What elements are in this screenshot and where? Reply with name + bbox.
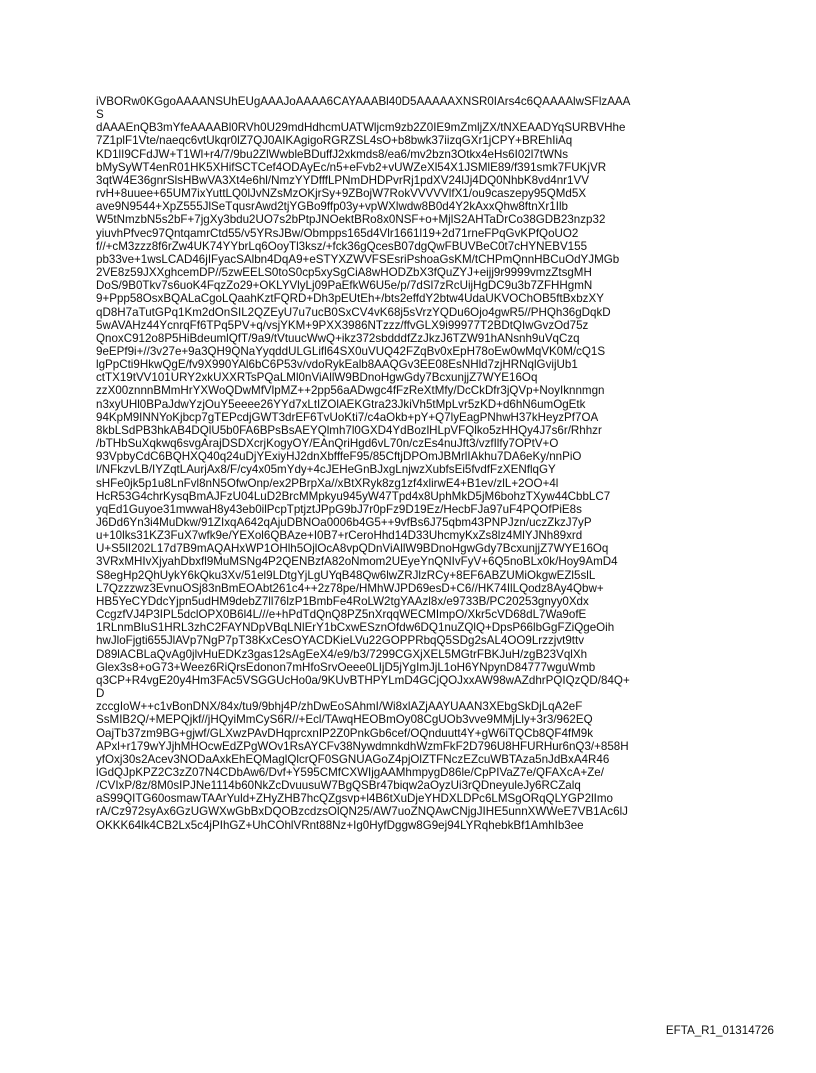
text-line: DoS/9B0Tkv7s6uoK4FqzZo29+OKLYVlyLj09PaEfkW6U5e/p/7dSl7zRcUijHgDC9u3b7ZFHHgmN	[96, 279, 593, 293]
text-line: 2VE8z59JXXghcemDP//5zwEELS0toS0cp5xySgCiA8wHODZbX3fQuZYJ+eijj9r9999vmzZtsgMH	[96, 266, 592, 280]
text-line: zccgIoW++c1vBonDNX/84x/tu9/9bhj4P/zhDwEoSAhmI/Wi8xlAZjAAYUAAN3XEbgSkDjLqA2eF	[96, 700, 583, 714]
text-line: OKKK64lk4CB2Lx5c4jPIhGZ+UhCOhlVRnt88Nz+Ig0HyfDggw8G9ej94LYRqhebkBf1AmhIb3ee	[96, 818, 584, 832]
text-line: W5tNmzbN5s2bF+7jgXy3bdu2UO7s2bPtpJNOektBRo8x0NSF+o+MjlS2AHTaDrCo38GDB23nzp32	[96, 213, 606, 227]
text-line: D89lACBLaQvAg0jlvHuEDKz3gas12sAgEeX4/e9/b3/7299CGXjXEL5MGtrFBKJuH/zgB23VqlXh	[96, 647, 588, 661]
text-line: zzX00znnnBMmHrYXWoQDwMfVlpMZ++2pp56aADwgc4fFzReXtMfy/DcCkDfr3jQVp+NoyIknnmgn	[96, 384, 605, 398]
text-line: 9+Ppp58OsxBQALaCgoLQaahKztFQRD+Dh3pEUtEh+/bts2effdY2btw4UdaUKVOChOB5ftBxbzXY	[96, 292, 604, 306]
text-line: SsMIB2Q/+MEPQjkf//jHQyiMmCyS6R//+Ecl/TAwqHEOBmOy08CgUOb3vve9MMjLly+3r3/962EQ	[96, 713, 593, 727]
text-line: bMySyWT4enR01HK5XHifSCTCef4ODAyEc/n5+eFvb2+vUWZeXl54X1JSMlE89/f391smk7FUKjVR	[96, 160, 607, 174]
text-line: L7Qzzzwz3EvnuOSj83nBmEOAbt261c4++2z78pe/HMhWJPD69esD+C6//HK74IlLQodz8Ay4Qbw+	[96, 581, 604, 595]
text-line: 7Z1plF1Vte/naeqc6vtUkqr0lZ7QJ0AIKAgigoRGRZSL4sO+b8bwk37iizqGXr1jCPY+BREhIiAq	[96, 134, 573, 148]
text-line: CcgzfVJ4P3IPL5dclOPX0B6l4L///e+hPdTdQnQ8PZ5nXrqqWECMImpO/Xkr5cVD68dL7Wa9ofE	[96, 608, 587, 622]
text-line: 1RLnmBluS1HRL3zhC2FAYNDpVBqLNlErY1bCxwESznOfdw6DQ1nuZQlQ+DpsP66lbGgFZiQgeOih	[96, 621, 615, 635]
text-line: rA/Cz972syAx6GzUGWXwGbBxDQOBzcdzsOlQN25/AW7uoZNQAwCNjgJIHE5unnXWWeE7VB1Ac6lJ	[96, 805, 628, 819]
text-line: ave9N9544+XpZ555JlSeTqusrAwd2tjYGBo9ffp03y+vpWXlwdw8B0d4Y2kAxxQhw8ftnXr1Ilb	[96, 200, 568, 214]
text-line: yqEd1Guyoe31mwwaH8y43eb0ilPcpTptjztJPpG9bJ7r0pFz9D19Ez/HecbFJa97uF4PQOfPiE8s	[96, 502, 582, 516]
text-line: KD1lI9CFdJW+T1Wl+r4/7/9bu2ZlWwbleBDuffJ2xkmds8/ea6/mv2bzn3Otkx4eHs6I02l7tWNs	[96, 147, 569, 161]
document-id-stamp: EFTA_R1_01314726	[665, 1024, 774, 1037]
text-line: 8kbLSdPB3hkAB4DQlU5b0FA6BPsBsAEYQlmh7l0GXD4YdBozlHLpVFQlko5zHHQy4J7s6r/Rhhzr	[96, 423, 602, 437]
text-line: ctTX19tVV101URY2xkUXXRTsPQaLMl0nViAllW9BDnoHgwGdy7BcxunjjZ7WYE16Oq	[96, 371, 538, 385]
text-line: lGdQJpKPZ2C3zZ07N4CDbAw6/Dvf+Y595CMfCXWIjgAAMhmpygD86le/CpPIVaZ7e/QFAXcA+Ze/	[96, 765, 604, 779]
text-line: l/NFkzvLB/IYZqtLAurjAx8/F/cy4x05mYdy+4cJEHeGnBJxgLnjwzXubfsEi5fvdfFzXENflqGY	[96, 463, 556, 477]
text-line: dAAAEnQB3mYfeAAAABl0RVh0U29mdHdhcmUATWljcm9zb2Z0IE9mZmljZX/tNXEAADYqSURBVHhe	[96, 121, 626, 135]
text-line: hwJloFjgti655JlAVp7NgP7pT38KxCesOYACDKieLVu22GOPPRbqQ5SDg2sAL4OO9Lrzzjvt9ttv	[96, 634, 585, 648]
text-line: /bTHbSuXqkwq6svgArajDSDXcrjKogyOY/EAnQriHgd6vL70n/czEs4nuJft3/vzfIlfy7OPtV+O	[96, 437, 559, 451]
text-line: /CVIxP/8z/8M0sIPJNe1114b60NkZcDvuusuW7BgQSBr47biqw2aOyzUi3rQDneyuleJy6RCZalq	[96, 779, 581, 793]
text-line: U+S5lI202L17d7B9mAQAHxWP1OHlh5OjlOcA8vpQDnViAllW9BDnoHgwGdy7BcxunjjZ7WYE16Oq	[96, 542, 609, 556]
encoded-text-block	[96, 95, 736, 832]
text-line: S	[96, 108, 104, 122]
text-line: Glex3s8+oG73+Weez6RiQrsEdonon7mHfoSrvOeee0LIjD5jYgImJjL1oH6YNpynD84777wguWmb	[96, 660, 596, 674]
text-line: D	[96, 687, 105, 701]
text-line: J6Dd6Yn3i4MuDkw/91ZIxqA642qAjuDBNOa0006b4G5++9vfBs6J75qbm43PNPJzn/uczZkzJ7yP	[96, 516, 592, 529]
text-line: aS99QITG60osmawTAArYuld+ZHyZHB7hcQZgsvp+l4B6tXuDjeYHDXLDPc6LMSgORqQLYGP2lImo	[96, 792, 613, 806]
text-line: f//+cM3zzz8f6rZw4UK74YYbrLq6OoyTl3ksz/+fck36gQcesB07dgQwFBUVBeC0t7cHYNEBV155	[96, 239, 588, 253]
text-line: iVBORw0KGgoAAAANSUhEUgAAAJoAAAA6CAYAAABl40D5AAAAAXNSR0IArs4c6QAAAAlwSFlzAAA	[96, 95, 631, 108]
text-line: OajTb37zm9BG+gjwf/GLXwzPAvDHqprcxnIP2Z0PnkGb6cef/OQnduutt4Y+gW6iTQCb8QF4fM9k	[96, 726, 594, 740]
text-line: rvH+8uuee+65UM7ixYuttLQ0lJvNZsMzOKjrSy+9ZBojW7RokVVVVVlfX1/ou9caszepy95QMd5X	[96, 187, 587, 201]
text-line: 5wAVAHz44YcnrqFf6TPq5PV+q/vsjYKM+9PXX3986NTzzz/ffvGLX9i99977T2BDtQIwGvzOd75z	[96, 318, 589, 332]
text-line: 9eEPf9i+//3v27e+9a3QH9QNaYyqddULGLifl64SX0uVUQ42FZqBv0xEpH78oEw0wMqVK0M/cQ1S	[96, 344, 606, 358]
text-line: 3qtW4E36gnrSlsHBwVA3Xt4e6hl/NmzYYDfffLPNmDHDPvrRj1pdXV24lJj4DQ0NhbK8vd4nr1VV	[96, 173, 589, 187]
text-line: yfOxj30s2Acev3NODaAxkEhEQMaglQlcrQF0SGNUAGoZ4pjOlZTFNczEZcuWBTAza5nJdBxA4R46	[96, 752, 610, 766]
text-line: 93VpbyCdC6BQHXQ40q24uDjYExiyHJ2dnXbfffeF95/85CftjDPOmJBMrlIAkhu7DA6eKy/nnPiO	[96, 450, 582, 464]
text-line: q3CP+R4vgE20y4Hm3FAc5VSGGUcHo0a/9KUvBTHPYLmD4GCjQOJxxAW98wAZdhrPQIQzQD/84Q+	[96, 673, 630, 687]
text-line: QnoxC912o8P5HiBdeumlQfT/9a9/tVtuucWwQ+ikz372sbdddfZzJkzJ6TZW91hANsnh9uVqCzq	[96, 331, 580, 345]
text-line: pb33ve+1wsLCAD46jIFyacSAlbn4DqA9+eSTYXZWVFSEsriPshoaGsKM/tCHPmQnnHBCuOdYJMGb	[96, 252, 620, 266]
text-line: HcR53G4chrKysqBmAJFzU04LuD2BrcMMpkyu945yW47Tpd4x8UphMkD5jM6bohzTXyw44CbbLC7	[96, 489, 611, 503]
text-line: u+10lks31KZ3FuX7wfk9e/YEXol6QBAze+I0B7+rCeroHhd14D33UhcmyKxZs8lz4MlYJNh89xrd	[96, 529, 583, 543]
text-line: APxl+r179wYJjhMHOcwEdZPgWOv1RsAYCFv38NywdmnkdhWzmFkF2D796U8HFURHur6nQ3/+858H	[96, 739, 629, 753]
text-line: 94KpM9INNYoKjbcp7gTEPcdjGWT3drEF6TvUoKti7/c4aOkb+pY+Q7lyEagPNhwH37kHeyzPf7OA	[96, 410, 599, 424]
text-line: S8egHp2QhUykY6kQku3Xv/51el9LDtgYjLgUYqB48Qw6lwZRJlzRCy+8EF6ABZUMiOkgwEZl5slL	[96, 568, 596, 582]
text-line: HB5YeCYDdcYjpn5udHM9debZ7ll76lzP1BmbFe4RoLW2tgYAAzl8x/e9733B/PC20253gnyy0Xdx	[96, 594, 589, 608]
text-line: 3VRxMHIvXjyahDbxfl9MuMSNg4P2QENBzfA82oNmom2UEyeYnQNIvFyV+6Q5noBLx0k/Hoy9AmD4	[96, 555, 618, 569]
text-line: sHFe0jk5p1u8LnFvl8nN5OfwOnp/ex2PBrpXa//xBtXRyk8zg1zf4xlirwE4+B1ev/zlL+2OO+4l	[96, 476, 559, 490]
text-line: n3xyUHl0BPaJdwYzjOuY5eeee26YYd7xLtIZOlAEKGtra23JkiVh5tMpLvr5zKD+d6hN6umOgEtk	[96, 397, 586, 411]
text-line: qD8H7aTutGPq1Km2dOnSIL2QZEyU7u7ucB0SxCV4vK68j5sVrzYQDu6Ojo4gwR5//PHQh36gDqkD	[96, 305, 611, 319]
text-line: lgPpCti9HkwQgE/fv9X990YAl6bC6P53v/vdoRykEalb8AAQGv3EE08EsNHld7zjHRNqlGvijUb1	[96, 358, 578, 372]
text-line: yiuvhPfvec97QntqamrCtd55/v5YRsJBw/Obmpps165d4Vlr1661l19+2d71rneFPqGvKPfQoUO2	[96, 226, 579, 240]
